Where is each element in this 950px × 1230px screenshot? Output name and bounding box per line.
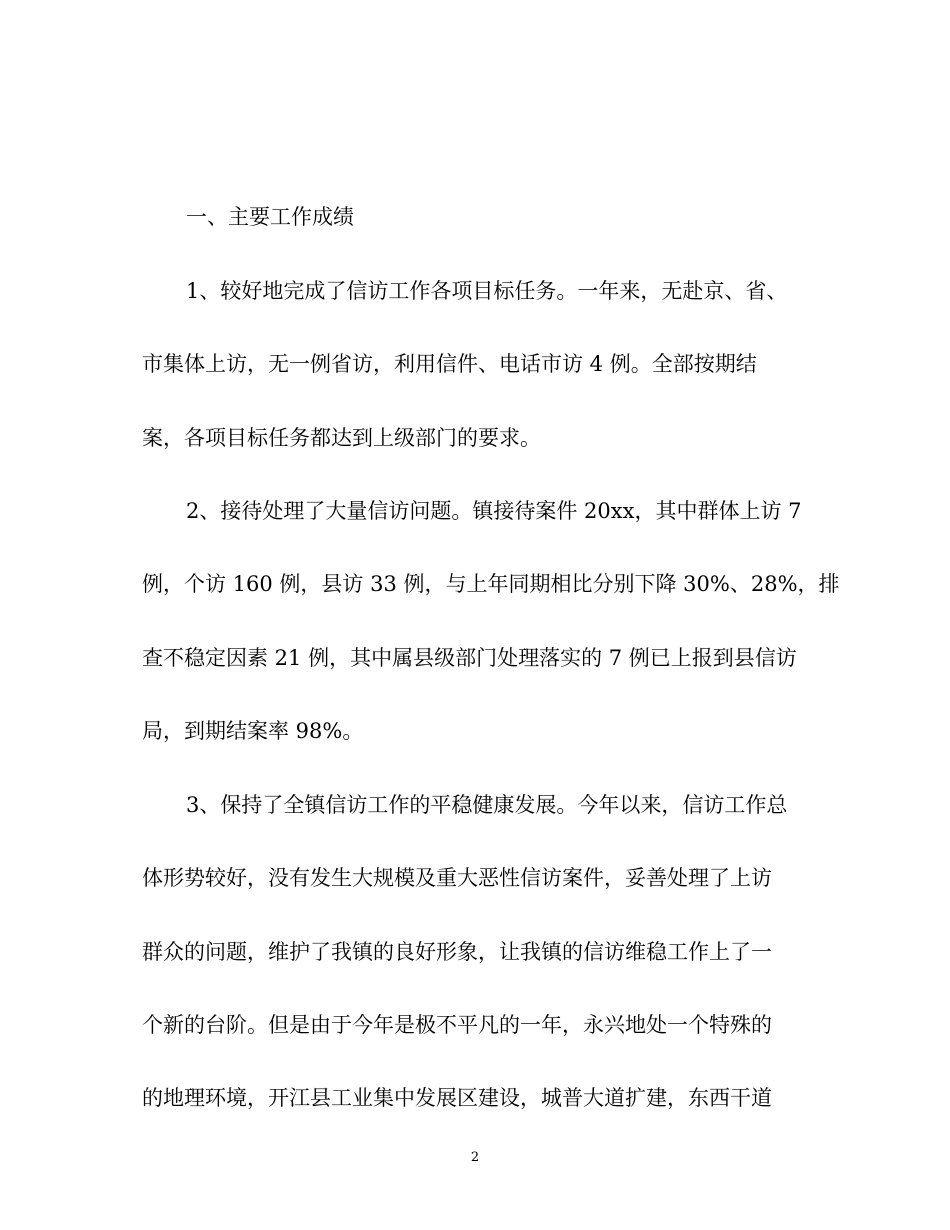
page-number: 2 xyxy=(470,1150,480,1165)
paragraph-line: 查不稳定因素 21 例，其中属县级部门处理落实的 7 例已上报到县信访 xyxy=(142,646,797,670)
paragraph-line: 3、保持了全镇信访工作的平稳健康发展。今年以来，信访工作总 xyxy=(186,793,788,817)
paragraph-line: 2、接待处理了大量信访问题。镇接待案件 20xx，其中群体上访 7 xyxy=(186,499,802,523)
paragraph-line: 市集体上访，无一例省访，利用信件、电话市访 4 例。全部按期结 xyxy=(142,352,757,376)
paragraph-line: 例，个访 160 例，县访 33 例，与上年同期相比分别下降 30%、28%，排 xyxy=(142,572,840,596)
paragraph-line: 案，各项目标任务都达到上级部门的要求。 xyxy=(142,426,541,450)
paragraph-line: 的地理环境，开江县工业集中发展区建设，城普大道扩建，东西干道 xyxy=(142,1086,772,1110)
paragraph-line: 群众的问题，维护了我镇的良好形象，让我镇的信访维稳工作上了一 xyxy=(142,940,772,964)
section-heading: 一、主要工作成绩 xyxy=(186,205,354,229)
paragraph-line: 局，到期结案率 98%。 xyxy=(142,719,364,743)
paragraph-line: 1、较好地完成了信访工作各项目标任务。一年来，无赴京、省、 xyxy=(186,279,788,303)
paragraph-line: 个新的台阶。但是由于今年是极不平凡的一年，永兴地处一个特殊的 xyxy=(142,1013,772,1037)
paragraph-line: 体形势较好，没有发生大规模及重大恶性信访案件，妥善处理了上访 xyxy=(142,866,772,890)
